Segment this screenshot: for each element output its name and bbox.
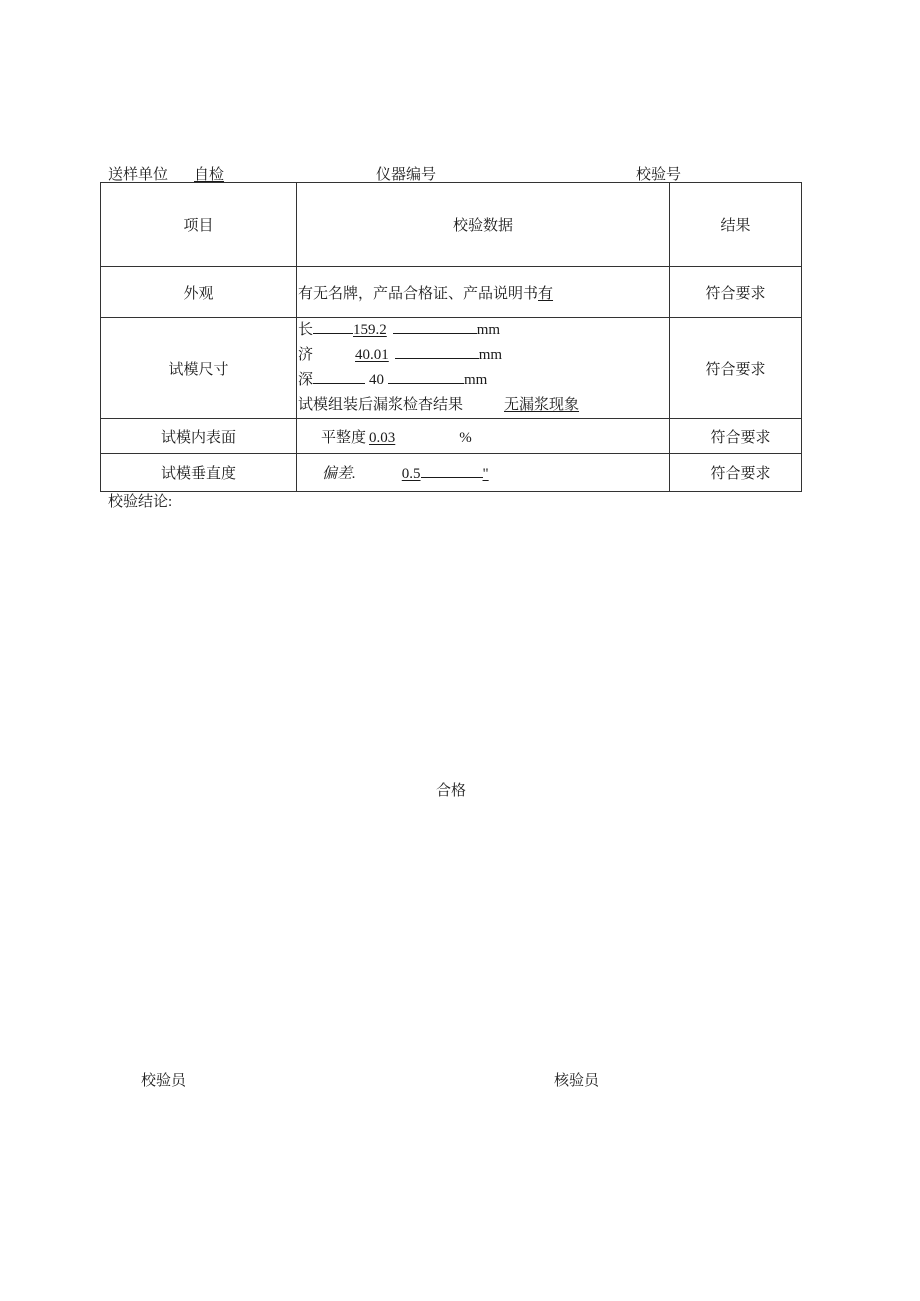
depth-unit: mm xyxy=(464,372,488,388)
depth-value: 40 xyxy=(369,372,385,388)
vertical-item: 试模垂直度 xyxy=(101,454,297,492)
vertical-result: 符合要求 xyxy=(670,454,802,492)
table-header-row xyxy=(101,183,802,267)
reviewer-label: 核验员 xyxy=(554,1073,600,1089)
size-result: 符合要求 xyxy=(670,318,802,419)
leak-line xyxy=(297,393,669,418)
vertical-data xyxy=(297,454,670,492)
width-value: 40.01 xyxy=(355,347,389,363)
length-line xyxy=(297,318,669,343)
surface-data xyxy=(297,419,670,454)
header-item: 项目 xyxy=(101,183,297,267)
header-data: 校验数据 xyxy=(297,183,670,267)
width-unit: mm xyxy=(478,347,503,363)
appearance-result: 符合要求 xyxy=(670,267,802,318)
appearance-value: 有 xyxy=(538,285,554,302)
unit-value: 自检 xyxy=(194,167,225,183)
inspector-label: 校验员 xyxy=(141,1073,187,1089)
conclusion-value: 合格 xyxy=(436,783,467,799)
check-no-label: 校验号 xyxy=(636,167,682,183)
table-row xyxy=(101,267,802,318)
table-row xyxy=(101,318,802,419)
unit-label: 送样单位 xyxy=(108,167,169,183)
appearance-data xyxy=(297,267,670,318)
length-value: 159.2 xyxy=(353,322,387,338)
surface-value: 0.03 xyxy=(369,429,396,446)
vertical-label: 偏差. xyxy=(322,466,356,482)
surface-unit: % xyxy=(459,429,472,446)
depth-label: 深 xyxy=(298,372,314,388)
width-label: 济 xyxy=(298,347,314,363)
leak-label: 试模组装后漏浆检杳结果 xyxy=(298,397,464,413)
size-data xyxy=(297,318,670,419)
depth-line xyxy=(297,368,669,393)
width-line xyxy=(297,343,669,368)
table-row xyxy=(101,419,802,454)
surface-label: 平整度 xyxy=(321,429,367,446)
vertical-value: 0.5 xyxy=(401,466,421,482)
conclusion-label: 校验结论: xyxy=(108,494,173,510)
inspection-table xyxy=(100,182,802,492)
appearance-item: 外观 xyxy=(101,267,297,318)
length-label: 长 xyxy=(298,322,314,338)
leak-value: 无漏浆现象 xyxy=(504,397,580,413)
appearance-text: 有无名牌，产品合格证、产品说明书 xyxy=(298,285,539,302)
vertical-unit: " xyxy=(482,466,489,482)
header-result: 结果 xyxy=(670,183,802,267)
table-row xyxy=(101,454,802,492)
surface-result: 符合要求 xyxy=(670,419,802,454)
instrument-label: 仪器编号 xyxy=(376,167,437,183)
size-item: 试模尺寸 xyxy=(101,318,297,419)
surface-item: 试模内表面 xyxy=(101,419,297,454)
length-unit: mm xyxy=(476,322,501,338)
